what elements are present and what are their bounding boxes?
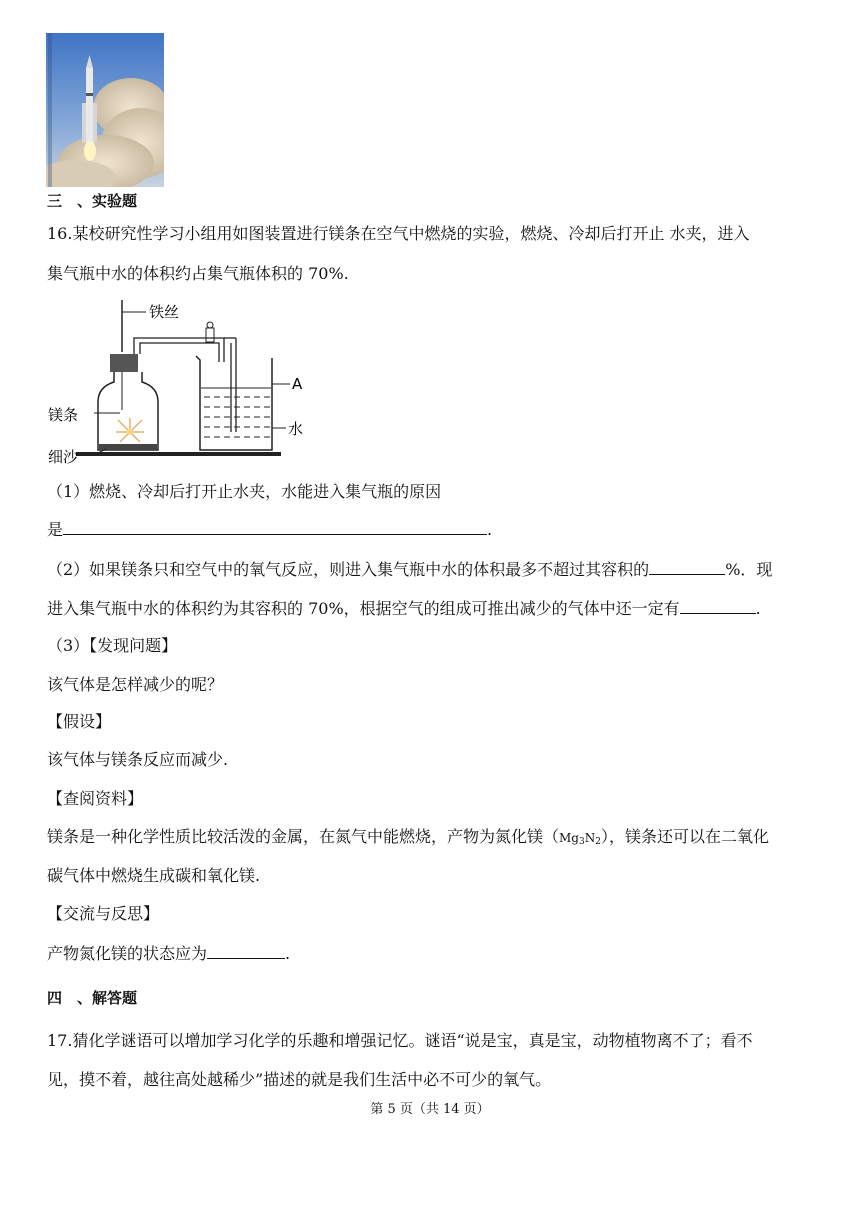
hypothesis-text: 该气体与镁条反应而减少. [47, 750, 229, 769]
q16-part-1-prefix: 是 [47, 520, 64, 539]
answer-blank-3[interactable] [680, 597, 756, 614]
q16-part-1-suffix: . [487, 520, 493, 539]
q16-part-1-line-2 [47, 518, 492, 540]
section-4-heading: 四 、解答题 [47, 989, 138, 1007]
reflection-line [47, 942, 290, 964]
label-magnesium-strip: 镁条 [48, 406, 79, 424]
lookup-heading: 【查阅资料】 [47, 789, 144, 808]
q16-part-2-line-2 [47, 597, 761, 619]
q16-question: 该气体是怎样减少的呢？ [47, 675, 224, 694]
q16-part-2-text-b: 进入集气瓶中水的体积约为其容积的 70%，根据空气的组成可推出减少的气体中还一定有 [47, 599, 680, 618]
lookup-line-1 [47, 827, 769, 852]
answer-blank-1[interactable] [63, 518, 487, 535]
q16-part-1-line-1: （1）燃烧、冷却后打开止水夹，水能进入集气瓶的原因 [47, 482, 442, 501]
lookup-text-a: 镁条是一种化学性质比较活泼的金属，在氮气中能燃烧，产物为氮化镁（ [47, 827, 560, 846]
q16-part-2-text-a: （2）如果镁条只和空气中的氧气反应，则进入集气瓶中水的体积最多不超过其容积的 [47, 560, 650, 579]
reflection-suffix: . [285, 944, 291, 963]
section-3-heading: 三 、实验题 [47, 192, 138, 210]
label-iron-wire: 铁丝 [149, 303, 180, 321]
lookup-text-b: ），镁条还可以在二氧化 [600, 827, 769, 846]
q16-part-3-heading: （3）【发现问题】 [47, 636, 178, 655]
rocket-launch-image [46, 33, 164, 187]
lookup-line-2: 碳气体中燃烧生成碳和氧化镁. [47, 866, 261, 885]
q16-stem-line-2: 集气瓶中水的体积约占集气瓶体积的 70%. [47, 264, 349, 283]
page-footer: 第 5 页（共 14 页） [370, 1102, 490, 1117]
answer-blank-2[interactable] [649, 558, 725, 575]
q16-part-2-suffix-b: . [755, 599, 761, 618]
magnesium-nitride-formula: $Mg_3N_2$ [559, 831, 601, 847]
q16-stem-line-1: 16.某校研究性学习小组用如图装置进行镁条在空气中燃烧的实验，燃烧、冷却后打开止 水夹，进入 [47, 224, 750, 243]
q17-line-2: 见，摸不着，越往高处越稀少”描述的就是我们生活中必不可少的氧气。 [47, 1070, 552, 1089]
reflection-text: 产物氮化镁的状态应为 [47, 944, 208, 963]
label-beaker-a: A [292, 375, 303, 393]
label-fine-sand: 细沙 [48, 448, 79, 464]
q16-part-2-suffix-a: %．现 [725, 560, 773, 579]
q17-line-1: 17.猜化学谜语可以增加学习化学的乐趣和增强记忆。谜语“说是宝，真是宝，动物植物离不了；看不 [47, 1031, 753, 1050]
q16-part-2-line-1 [47, 558, 772, 580]
reflection-heading: 【交流与反思】 [47, 904, 160, 923]
hypothesis-heading: 【假设】 [47, 712, 112, 731]
answer-blank-4[interactable] [207, 942, 285, 959]
apparatus-diagram [46, 292, 316, 464]
label-water: 水 [288, 420, 304, 438]
